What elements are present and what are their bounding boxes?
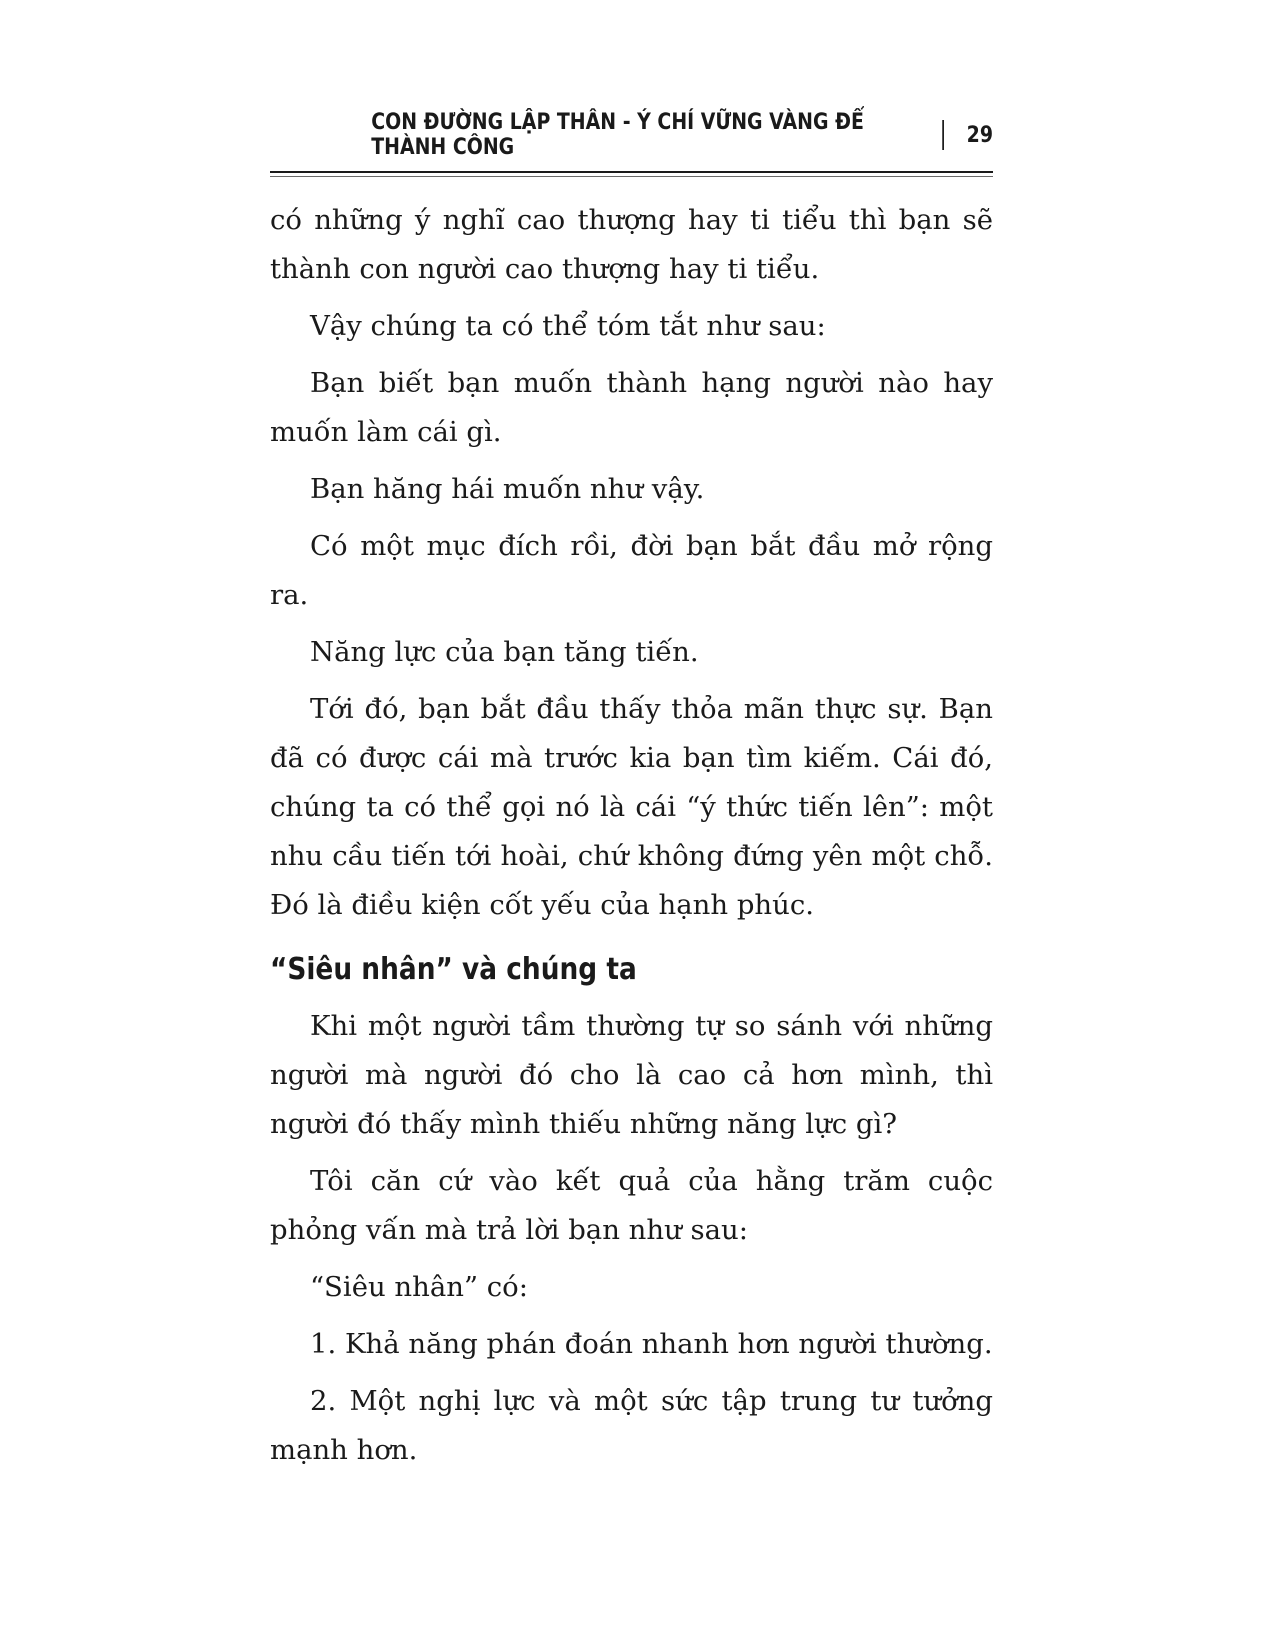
paragraph: Bạn hăng hái muốn như vậy.	[310, 473, 705, 505]
paragraph: Tới đó, bạn bắt đầu thấy thỏa mãn thực sự. Bạn đã có được cái mà trước kia bạn tìm kiếm. Cái đó, chúng ta có thể gọi nó là cái “ý thức tiến lên”: một nhu cầu tiến tới hoài, chứ không đứng yên một chỗ. Đó là điều kiện cốt yếu của hạnh phúc.	[270, 693, 993, 921]
paragraph: có những ý nghĩ cao thượng hay ti tiểu thì bạn sẽ thành con người cao thượng hay ti tiểu.	[270, 204, 993, 285]
header-separator	[942, 120, 944, 150]
paragraph: Khi một người tầm thường tự so sánh với những người mà người đó cho là cao cả hơn mình, thì người đó thấy mình thiếu những năng lực gì?	[270, 1010, 993, 1140]
paragraph: Có một mục đích rồi, đời bạn bắt đầu mở rộng ra.	[270, 530, 993, 611]
list-item: 2. Một nghị lực và một sức tập trung tư tưởng mạnh hơn.	[270, 1385, 993, 1466]
paragraph: Tôi căn cứ vào kết quả của hằng trăm cuộc phỏng vấn mà trả lời bạn như sau:	[270, 1165, 993, 1246]
header-rule-thin	[270, 176, 993, 177]
paragraph: Bạn biết bạn muốn thành hạng người nào hay muốn làm cái gì.	[270, 367, 993, 448]
page-content	[270, 196, 993, 1483]
paragraph: Vậy chúng ta có thể tóm tắt như sau:	[310, 310, 826, 342]
section-heading: “Siêu nhân” và chúng ta	[270, 952, 637, 987]
running-header	[371, 112, 993, 158]
paragraph: Năng lực của bạn tăng tiến.	[310, 636, 699, 668]
list-item: 1. Khả năng phán đoán nhanh hơn người thường.	[310, 1328, 993, 1360]
running-title: CON ĐƯỜNG LẬP THÂN - Ý CHÍ VỮNG VÀNG ĐỂ THÀNH CÔNG	[371, 110, 864, 160]
header-rule	[270, 171, 993, 173]
paragraph: “Siêu nhân” có:	[310, 1271, 528, 1303]
page-number: 29	[966, 122, 993, 148]
